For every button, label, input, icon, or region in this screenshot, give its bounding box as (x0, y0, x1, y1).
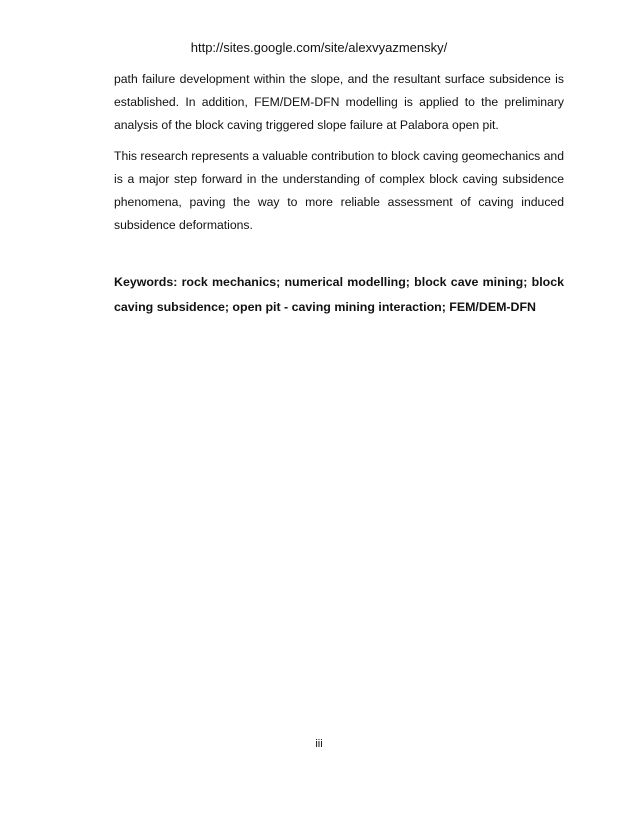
page-body (114, 68, 564, 321)
page-number: iii (315, 738, 323, 750)
body-paragraph: path failure development within the slope, and the resultant surface subsidence is established. In addition, FEM/DEM-DFN modelling is applied to the preliminary analysis of the block caving triggered slope failure at Palabora open pit. (114, 72, 564, 132)
header-url: http://sites.google.com/site/alexvyazmensky/ (190, 40, 448, 55)
body-paragraph: This research represents a valuable contribution to block caving geomechanics and is a major step forward in the understanding of complex block caving subsidence phenomena, paving the way to more reliable assessment of caving induced subsidence deformations. (114, 149, 564, 232)
keywords-paragraph: Keywords: rock mechanics; numerical modelling; block cave mining; block caving subsidence; open pit - caving mining interaction; FEM/DEM-DFN (114, 274, 564, 315)
